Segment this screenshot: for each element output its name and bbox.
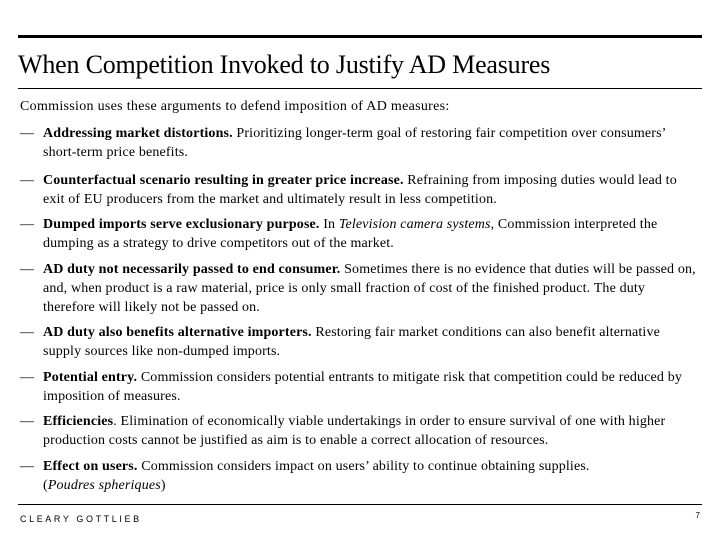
page-number: 7: [695, 511, 700, 520]
bullet-heading: Dumped imports serve exclusionary purpose.: [43, 217, 320, 232]
bullet-text: Sometimes there is no evidence that duties will be passed on, and, when product is a raw material, price is only small fraction of cost of the finished product. The duty therefore will likely not be passed on.: [43, 262, 696, 315]
bullet-item: [20, 124, 700, 162]
bullet-text: Commission considers impact on users’ ability to continue obtaining supplies.: [137, 459, 590, 474]
bullet-heading: Potential entry.: [43, 370, 138, 385]
bullet-text: Refraining from imposing duties would lead to exit of EU producers from the market and ultimately result in less competition.: [43, 173, 677, 207]
bullet-text: Commission considers potential entrants to mitigate risk that competition could be reduced by imposition of measures.: [43, 370, 682, 404]
bullet-dash: —: [20, 370, 34, 385]
bullet-dash: —: [20, 173, 34, 188]
bullet-text: . Elimination of economically viable undertakings in order to ensure survival of one with higher production costs cannot be justified as aim is to enable a correct allocation of resources.: [43, 414, 666, 448]
bullet-heading: Effect on users.: [43, 459, 138, 474]
bullet-dash: —: [20, 126, 34, 141]
intro-text: Commission uses these arguments to defend imposition of AD measures:: [20, 99, 450, 114]
footer-rule: [18, 504, 702, 505]
case-name: Poudres spheriques: [47, 478, 161, 493]
bullet-text: ): [160, 478, 166, 493]
bullet-dash: —: [20, 414, 34, 429]
bullet-text: , Commission interpreted the dumping as a strategy to drive competitors out of the market.: [43, 217, 658, 251]
bullet-item: [20, 412, 700, 450]
bullet-dash: —: [20, 262, 34, 277]
bullet-item: [20, 457, 700, 495]
bullet-item: [20, 260, 700, 317]
bullet-text: Restoring fair market conditions can also benefit alternative supply sources like non-dumped imports.: [43, 325, 660, 359]
bullet-dash: —: [20, 217, 34, 232]
bullet-item: [20, 323, 700, 361]
bullet-heading: AD duty also benefits alternative importers.: [43, 325, 312, 340]
bullet-heading: AD duty not necessarily passed to end consumer.: [43, 262, 341, 277]
bullet-item: [20, 215, 700, 253]
bullet-heading: Addressing market distortions.: [43, 126, 233, 141]
bullet-dash: —: [20, 459, 34, 474]
firm-logo: CLEARY GOTTLIEB: [20, 514, 142, 524]
bullet-heading: Efficiencies: [43, 414, 114, 429]
top-rule: [18, 35, 702, 38]
bullet-text: (: [43, 478, 48, 493]
title-rule: [18, 88, 702, 89]
bullet-heading: Counterfactual scenario resulting in greater price increase.: [43, 173, 404, 188]
bullet-text: In: [319, 217, 339, 232]
bullet-item: [20, 368, 700, 406]
bullet-item: [20, 171, 700, 209]
slide-title: When Competition Invoked to Justify AD Measures: [18, 50, 551, 79]
bullet-dash: —: [20, 325, 34, 340]
bullet-text: Prioritizing longer-term goal of restoring fair competition over consumers’ short-term price benefits.: [43, 126, 666, 160]
case-name: Television camera systems: [338, 217, 491, 232]
